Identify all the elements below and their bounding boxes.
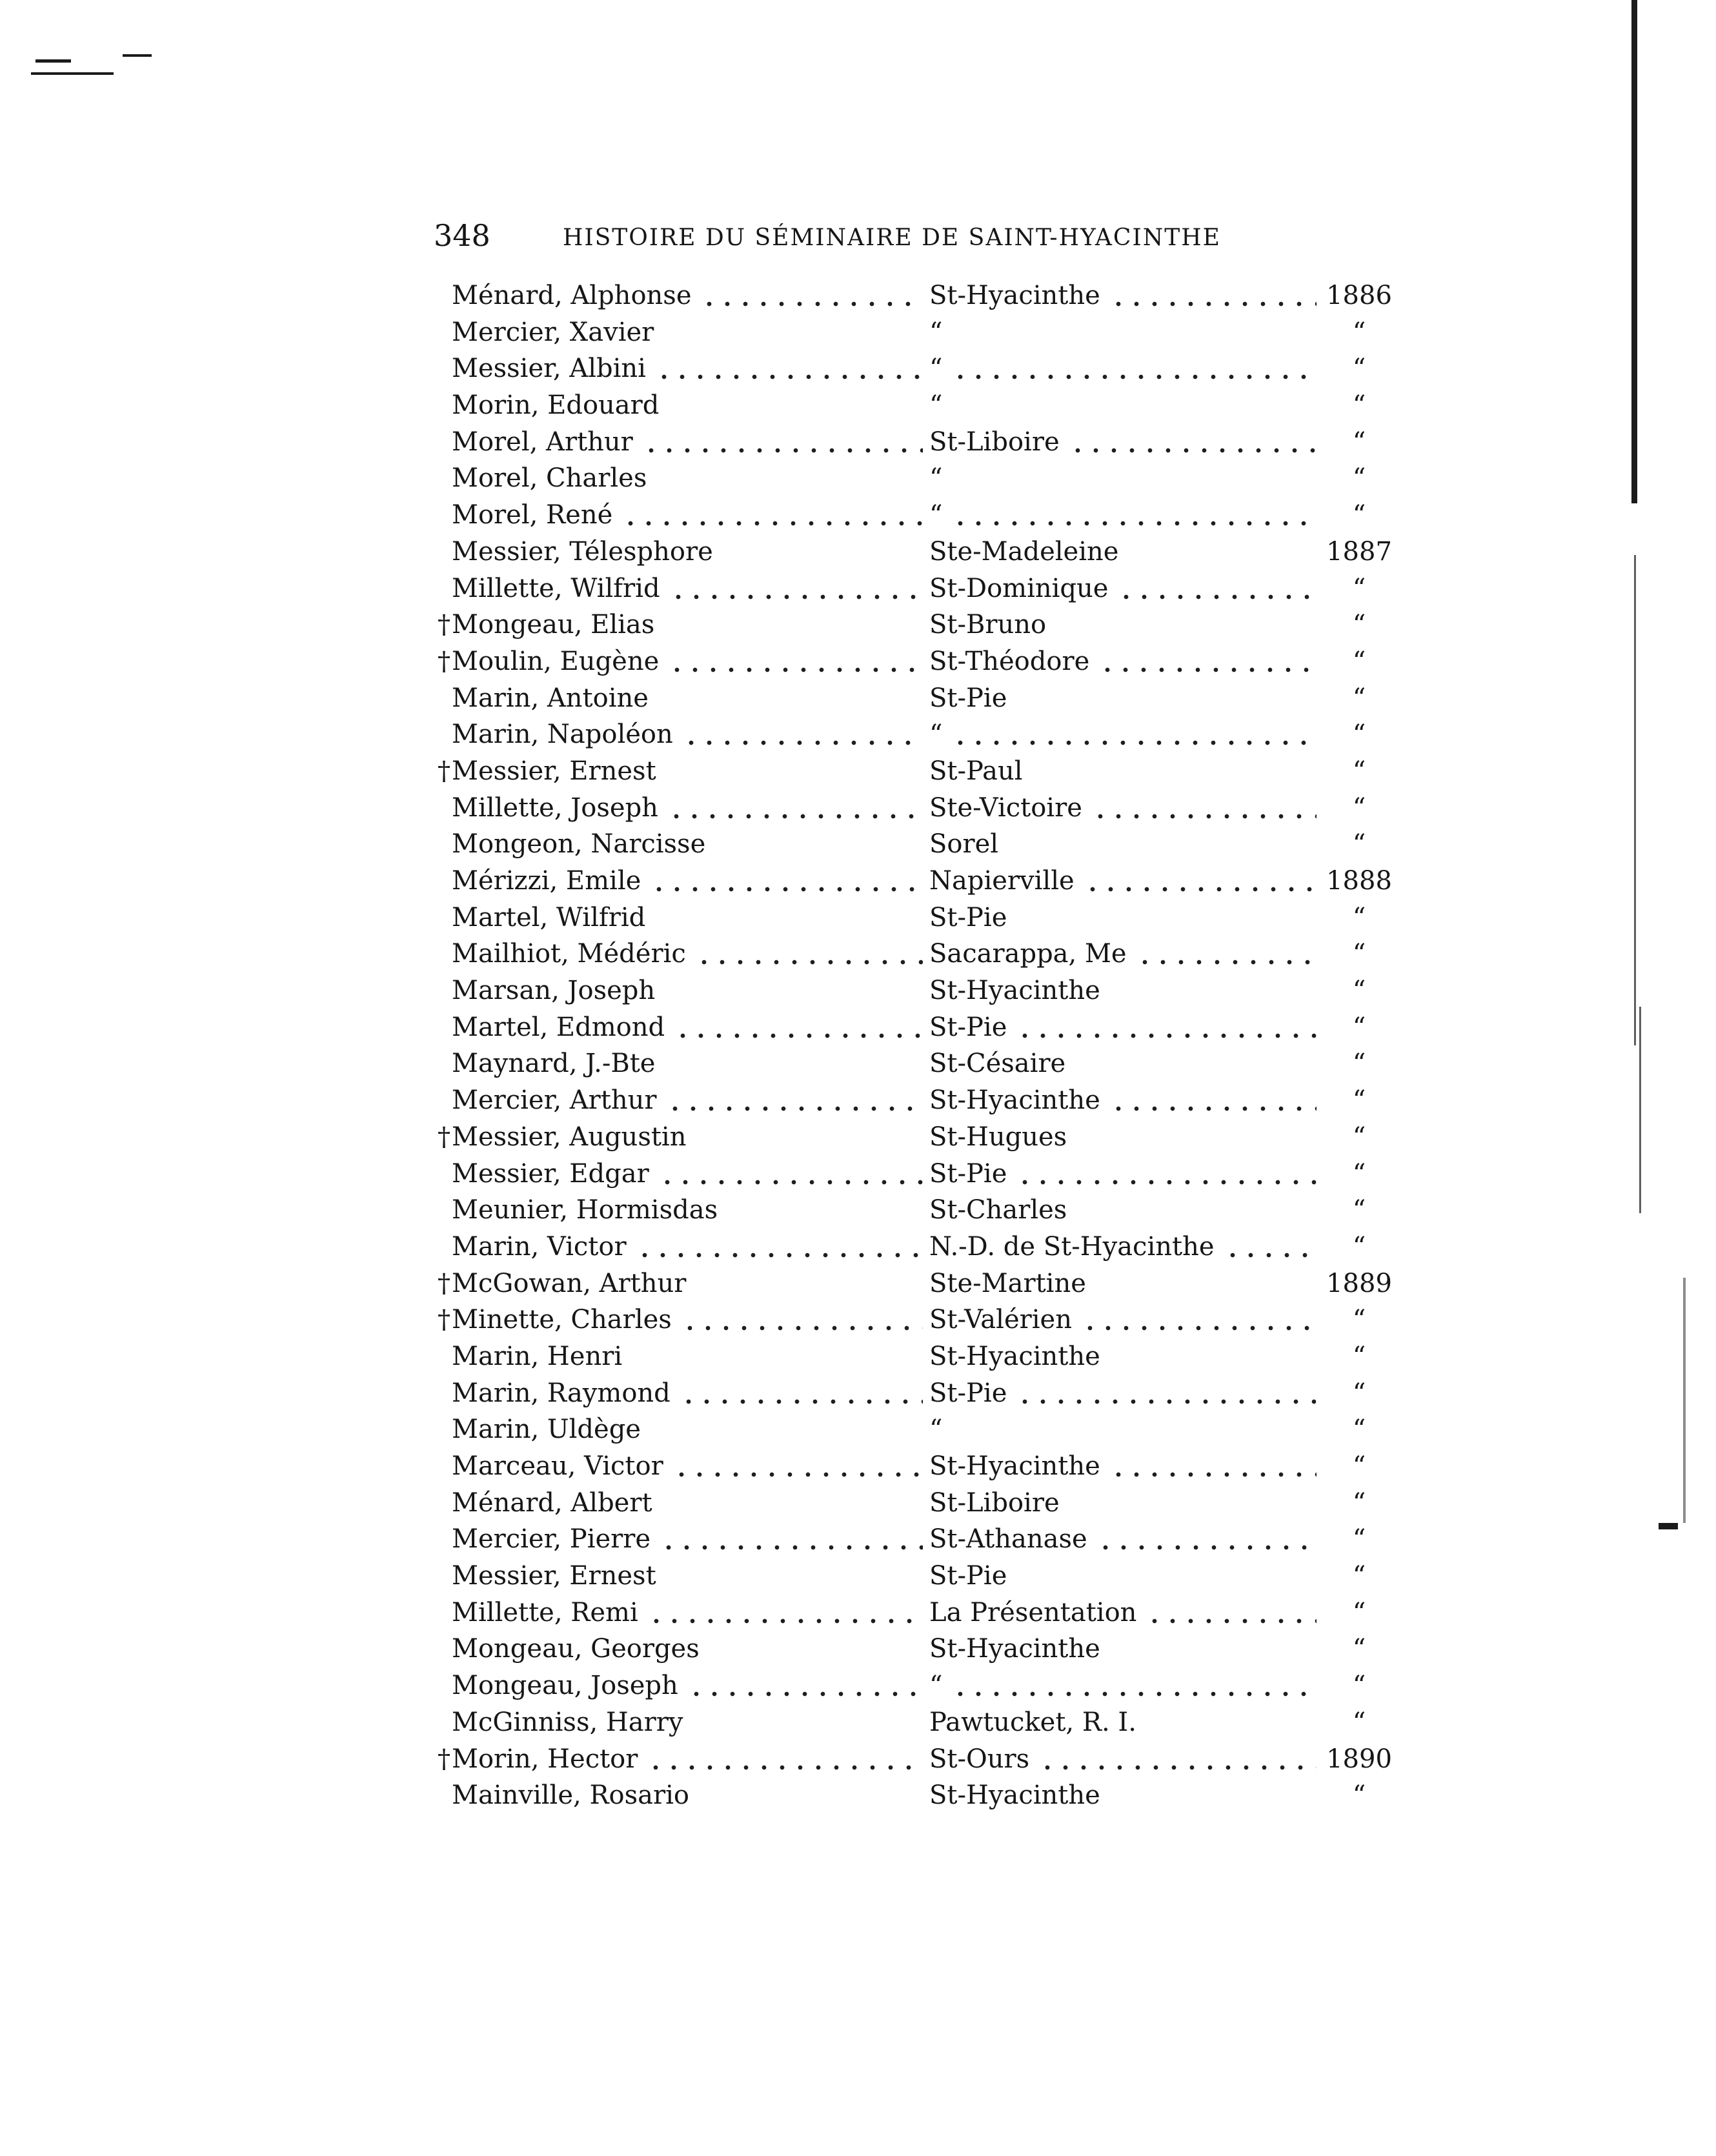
student-name [452, 1704, 683, 1741]
list-item [452, 900, 1394, 936]
deceased-mark: † [438, 1305, 450, 1335]
student-parish: N.-D. de St-Hyacinthe [929, 1231, 1215, 1262]
dot-leader [1016, 1009, 1317, 1046]
student-parish: “ [929, 354, 943, 384]
list-item [452, 1485, 1394, 1522]
entry-year: “ [1352, 1487, 1366, 1518]
entry-year: “ [1352, 976, 1366, 1006]
dot-leader [1109, 277, 1317, 314]
student-name [452, 460, 647, 497]
scan-edge-line [1634, 555, 1636, 1045]
student-parish: St-Hugues [929, 1122, 1067, 1152]
dot-leader [1038, 1741, 1317, 1778]
entry-year: “ [1352, 1158, 1366, 1189]
dot-leader [1091, 790, 1317, 827]
student-name-text: Messier, Ernest [452, 1561, 656, 1591]
student-name [452, 790, 658, 827]
list-item [452, 1595, 1394, 1631]
dot-leader [1117, 570, 1317, 607]
student-name-text: Mercier, Xavier [452, 317, 654, 347]
entry-year: “ [1352, 1671, 1366, 1701]
student-name-text: Mérizzi, Emile [452, 866, 641, 896]
scan-smudge-top-left [31, 72, 114, 75]
entry-year: “ [1352, 500, 1366, 530]
student-parish: St-Charles [929, 1195, 1067, 1225]
entry-year: “ [1352, 829, 1366, 860]
dot-leader [1016, 1375, 1317, 1412]
student-name [452, 1595, 638, 1631]
entry-year: “ [1352, 902, 1366, 932]
student-name [438, 643, 660, 680]
entry-year: 1889 [1326, 1268, 1392, 1298]
student-name [438, 1741, 638, 1778]
dot-leader [951, 1667, 1317, 1704]
student-parish: St-Hyacinthe [929, 1634, 1100, 1664]
list-item [452, 1558, 1394, 1595]
student-name [452, 497, 612, 534]
student-name [452, 1192, 718, 1229]
student-name-text: Millette, Remi [452, 1597, 638, 1627]
dot-leader [642, 424, 923, 461]
student-name [452, 1411, 641, 1448]
student-name [452, 826, 705, 863]
entry-year: “ [1352, 1597, 1366, 1627]
list-item [452, 497, 1394, 534]
dot-leader [1224, 1229, 1317, 1265]
student-name-text: McGinniss, Harry [452, 1707, 683, 1737]
list-item [438, 753, 1394, 790]
list-item [452, 1082, 1394, 1119]
student-parish: St-Liboire [929, 427, 1060, 457]
student-name-text: Ménard, Alphonse [452, 281, 692, 310]
student-parish: St-Hyacinthe [929, 976, 1100, 1006]
student-parish: Sacarappa, Me [929, 939, 1127, 969]
student-parish: St-Pie [929, 1378, 1007, 1408]
student-parish: St-Hyacinthe [929, 1341, 1100, 1371]
list-item [438, 1302, 1394, 1338]
list-item [452, 1229, 1394, 1265]
student-name-text: Meunier, Hormisdas [452, 1195, 718, 1225]
student-parish: St-Pie [929, 902, 1007, 932]
student-parish: “ [929, 390, 943, 421]
list-item [452, 1156, 1394, 1193]
student-parish: Pawtucket, R. I. [929, 1707, 1136, 1737]
student-name-text: Mercier, Arthur [452, 1085, 657, 1116]
dot-leader [951, 350, 1317, 387]
list-item [452, 863, 1394, 900]
list-item [452, 716, 1394, 753]
scan-smudge-right [1659, 1523, 1678, 1529]
student-name-text: Morel, René [452, 500, 613, 530]
student-name [452, 277, 691, 314]
student-name [452, 1667, 678, 1704]
entry-year: “ [1352, 354, 1366, 384]
entry-year: “ [1352, 427, 1366, 457]
student-parish: St-Théodore [929, 646, 1090, 676]
dot-leader [951, 497, 1317, 534]
list-item [452, 277, 1394, 314]
list-item [452, 350, 1394, 387]
student-name [452, 424, 633, 461]
dot-leader [636, 1229, 923, 1265]
dot-leader [682, 716, 923, 753]
entry-year: “ [1352, 756, 1366, 786]
dot-leader [681, 1302, 923, 1338]
student-name [438, 753, 656, 790]
student-parish: St-Hyacinthe [929, 1451, 1100, 1481]
list-item [438, 1119, 1394, 1156]
dot-leader [1146, 1595, 1317, 1631]
student-name-text: Marin, Napoléon [452, 720, 673, 750]
entry-year: “ [1352, 463, 1366, 494]
student-name-text: Mongeon, Narcisse [452, 829, 706, 860]
deceased-mark: † [438, 756, 450, 786]
student-name [452, 1631, 700, 1667]
entry-year: “ [1352, 1012, 1366, 1042]
student-name [452, 972, 655, 1009]
entry-year: “ [1352, 1231, 1366, 1262]
dot-leader [666, 1082, 923, 1119]
student-parish: St-Liboire [929, 1487, 1060, 1518]
list-item [452, 680, 1394, 717]
entry-year: “ [1352, 1085, 1366, 1116]
student-name-text: Messier, Augustin [452, 1122, 687, 1152]
student-parish: “ [929, 500, 943, 530]
student-parish: La Présentation [929, 1597, 1137, 1627]
entry-year: “ [1352, 1780, 1366, 1811]
scan-edge-line [1639, 1007, 1641, 1213]
dot-leader [1081, 1302, 1317, 1338]
student-name-text: Mailhiot, Médéric [452, 939, 686, 969]
student-name-text: Maynard, J.-Bte [452, 1049, 656, 1079]
dot-leader [1084, 863, 1317, 900]
deceased-mark: † [438, 1122, 450, 1152]
dot-leader [1098, 643, 1317, 680]
dot-leader [655, 350, 923, 387]
entry-year: “ [1352, 1707, 1366, 1737]
list-item [452, 1411, 1394, 1448]
student-parish: Sorel [929, 829, 999, 860]
list-item [452, 1375, 1394, 1412]
dot-leader [658, 1156, 923, 1193]
student-parish: St-Pie [929, 683, 1007, 713]
student-name [438, 607, 655, 643]
list-item [452, 1192, 1394, 1229]
entry-year: “ [1352, 646, 1366, 676]
student-name-text: Mongeau, Elias [452, 610, 655, 640]
entry-year: “ [1352, 1341, 1366, 1371]
dot-leader [672, 1448, 923, 1485]
entry-year: “ [1352, 683, 1366, 713]
student-name [452, 350, 646, 387]
entry-year: “ [1352, 1305, 1366, 1335]
student-name-text: Marin, Antoine [452, 683, 649, 713]
student-name [452, 716, 673, 753]
student-parish: Napierville [929, 866, 1075, 896]
entry-year: “ [1352, 720, 1366, 750]
dot-leader [647, 1595, 923, 1631]
deceased-mark: † [438, 1744, 450, 1774]
list-item [452, 1009, 1394, 1046]
dot-leader [1069, 424, 1317, 461]
entry-year: “ [1352, 1561, 1366, 1591]
student-parish: Ste-Martine [929, 1268, 1086, 1298]
list-item [452, 936, 1394, 972]
student-name-text: Ménard, Albert [452, 1487, 652, 1518]
entry-year: “ [1352, 610, 1366, 640]
list-item [452, 314, 1394, 351]
student-name-text: Marceau, Victor [452, 1451, 663, 1481]
student-parish: St-Hyacinthe [929, 1780, 1100, 1811]
entry-year: “ [1352, 1634, 1366, 1664]
scan-edge-line [1631, 0, 1637, 503]
student-name [452, 900, 645, 936]
student-parish: “ [929, 720, 943, 750]
student-name [452, 1521, 651, 1558]
dot-leader [621, 497, 923, 534]
student-parish: St-Hyacinthe [929, 1085, 1100, 1116]
dot-leader [695, 936, 923, 972]
entry-year: “ [1352, 390, 1366, 421]
list-item [438, 607, 1394, 643]
list-item [452, 460, 1394, 497]
entry-year: “ [1352, 1122, 1366, 1152]
running-title: HISTOIRE DU SÉMINAIRE DE SAINT-HYACINTHE [563, 225, 1221, 251]
student-name [452, 570, 660, 607]
student-parish: St-Hyacinthe [929, 281, 1100, 310]
student-name-text: Messier, Télesphore [452, 536, 713, 567]
student-name-text: Morin, Hector [452, 1744, 638, 1774]
entry-year: 1886 [1326, 281, 1392, 310]
student-name-text: Morin, Edouard [452, 390, 660, 421]
entry-year: “ [1352, 1049, 1366, 1079]
dot-leader [1016, 1156, 1317, 1193]
student-name-text: Morel, Charles [452, 463, 647, 494]
list-item [438, 1741, 1394, 1778]
dot-leader [687, 1667, 923, 1704]
student-name [452, 1448, 663, 1485]
entry-year: “ [1352, 1378, 1366, 1408]
student-parish: St-Pie [929, 1012, 1007, 1042]
student-name [438, 1119, 687, 1156]
student-parish: “ [929, 1671, 943, 1701]
entry-year: “ [1352, 573, 1366, 603]
dot-leader [660, 1521, 923, 1558]
dot-leader [1136, 936, 1317, 972]
student-name [452, 1558, 656, 1595]
student-name-text: Martel, Wilfrid [452, 902, 646, 932]
student-parish: St-Dominique [929, 573, 1109, 603]
student-name-text: Millette, Joseph [452, 792, 658, 823]
student-list [438, 277, 1394, 1814]
student-name [452, 1375, 671, 1412]
student-parish: St-Athanase [929, 1524, 1087, 1555]
list-item [452, 1045, 1394, 1082]
page-number: 348 [434, 218, 490, 253]
student-name-text: Messier, Ernest [452, 756, 656, 786]
student-name-text: McGowan, Arthur [452, 1268, 687, 1298]
student-name [438, 1265, 687, 1302]
student-parish: St-Césaire [929, 1049, 1066, 1079]
student-parish: St-Paul [929, 756, 1023, 786]
student-name-text: Marin, Uldège [452, 1415, 641, 1445]
entry-year: “ [1352, 939, 1366, 969]
deceased-mark: † [438, 1268, 450, 1298]
entry-year: “ [1352, 1524, 1366, 1555]
list-item [452, 1704, 1394, 1741]
student-name-text: Mainville, Rosario [452, 1780, 690, 1811]
student-name-text: Messier, Albini [452, 354, 646, 384]
list-item [452, 570, 1394, 607]
dot-leader [1096, 1521, 1317, 1558]
page-header [434, 218, 1292, 257]
student-name [452, 680, 649, 717]
student-name-text: Minette, Charles [452, 1305, 672, 1335]
dot-leader [674, 1009, 923, 1046]
student-name [452, 534, 713, 570]
list-item [438, 643, 1394, 680]
student-parish: St-Ours [929, 1744, 1030, 1774]
scan-smudge-top-left [35, 59, 71, 63]
student-name [452, 1777, 689, 1814]
entry-year: 1890 [1326, 1744, 1392, 1774]
student-parish: Ste-Victoire [929, 792, 1082, 823]
student-parish: St-Pie [929, 1158, 1007, 1189]
student-name [452, 1156, 649, 1193]
deceased-mark: † [438, 610, 450, 640]
dot-leader [1109, 1082, 1317, 1119]
student-name-text: Mercier, Pierre [452, 1524, 651, 1555]
deceased-mark: † [438, 646, 450, 676]
entry-year: “ [1352, 1451, 1366, 1481]
student-name-text: Moulin, Eugène [452, 646, 660, 676]
student-name-text: Mongeau, Joseph [452, 1671, 678, 1701]
student-parish: “ [929, 1415, 943, 1445]
student-name-text: Marin, Victor [452, 1231, 627, 1262]
student-name-text: Mongeau, Georges [452, 1634, 700, 1664]
dot-leader [680, 1375, 923, 1412]
list-item [452, 1338, 1394, 1375]
dot-leader [669, 570, 923, 607]
student-parish: St-Valérien [929, 1305, 1072, 1335]
dot-leader [700, 277, 923, 314]
dot-leader [667, 790, 923, 827]
scan-smudge-top-left [123, 54, 152, 57]
student-name-text: Marin, Raymond [452, 1378, 671, 1408]
list-item [438, 1265, 1394, 1302]
entry-year: 1888 [1326, 866, 1392, 896]
list-item [452, 1777, 1394, 1814]
student-name-text: Martel, Edmond [452, 1012, 665, 1042]
student-parish: Ste-Madeleine [929, 536, 1119, 567]
student-name [452, 314, 654, 351]
list-item [452, 387, 1394, 424]
entry-year: “ [1352, 317, 1366, 347]
student-name-text: Messier, Edgar [452, 1158, 649, 1189]
student-parish: “ [929, 317, 943, 347]
list-item [452, 1667, 1394, 1704]
list-item [452, 790, 1394, 827]
entry-year: 1887 [1326, 536, 1392, 567]
dot-leader [1109, 1448, 1317, 1485]
list-item [452, 1448, 1394, 1485]
student-name [452, 1485, 652, 1522]
dot-leader [668, 643, 923, 680]
entry-year: “ [1352, 1195, 1366, 1225]
list-item [452, 826, 1394, 863]
dot-leader [647, 1741, 923, 1778]
list-item [452, 1521, 1394, 1558]
dot-leader [951, 716, 1317, 753]
scan-edge-line [1683, 1278, 1686, 1523]
student-name-text: Morel, Arthur [452, 427, 633, 457]
list-item [452, 534, 1394, 570]
student-parish: St-Pie [929, 1561, 1007, 1591]
student-name [452, 1229, 627, 1265]
student-name [452, 1338, 622, 1375]
student-name [438, 1302, 672, 1338]
dot-leader [650, 863, 923, 900]
student-parish: St-Bruno [929, 610, 1047, 640]
student-name [452, 387, 659, 424]
entry-year: “ [1352, 1415, 1366, 1445]
student-name [452, 1082, 657, 1119]
list-item [452, 424, 1394, 461]
list-item [452, 972, 1394, 1009]
entry-year: “ [1352, 792, 1366, 823]
student-name [452, 936, 686, 972]
list-item [452, 1631, 1394, 1667]
student-name [452, 1045, 655, 1082]
student-name-text: Marin, Henri [452, 1341, 623, 1371]
student-name-text: Millette, Wilfrid [452, 573, 660, 603]
student-name [452, 863, 641, 900]
student-name [452, 1009, 665, 1046]
student-parish: “ [929, 463, 943, 494]
student-name-text: Marsan, Joseph [452, 976, 656, 1006]
